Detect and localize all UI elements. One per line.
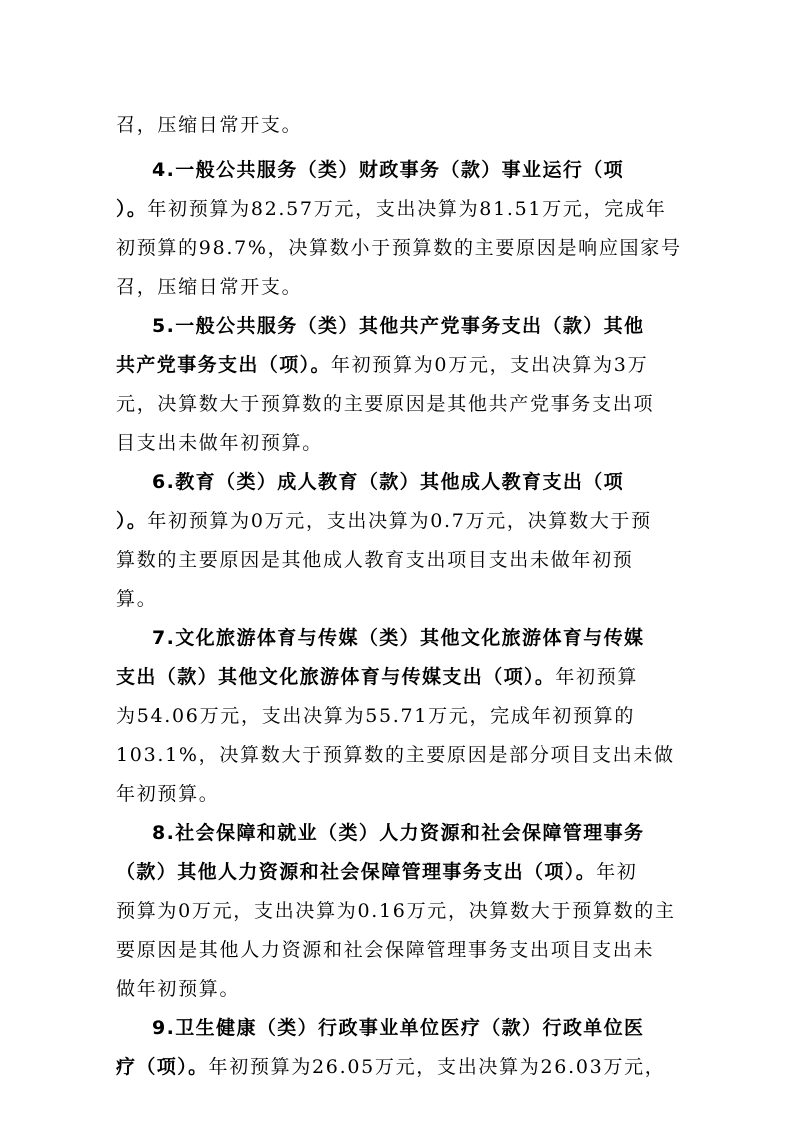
paragraph-line: 算。 [116, 588, 158, 610]
paragraph-line: 为54.06万元，支出决算为55.71万元，完成年初预算的 [116, 705, 636, 727]
paragraph-line: ）。年初预算为0万元，支出决算为0.7万元，决算数大于预 [116, 510, 652, 532]
paragraph-line: 目支出未做年初预算。 [116, 432, 324, 454]
item-4-heading: 4.一般公共服务（类）财政事务（款）事业运行（项 [152, 159, 625, 181]
item-6-heading: 6.教育（类）成人教育（款）其他成人教育支出（项 [152, 471, 625, 493]
paragraph-line: 疗（项）。年初预算为26.05万元，支出决算为26.03万元， [116, 1056, 666, 1078]
paragraph-line: 共产党事务支出（项）。年初预算为0万元，支出决算为3万 [116, 354, 649, 376]
paragraph-line: 103.1%，决算数大于预算数的主要原因是部分项目支出未做 [116, 744, 675, 766]
paragraph-line: 召，压缩日常开支。 [116, 276, 303, 298]
paragraph-line: 做年初预算。 [116, 978, 241, 1000]
paragraph-line: 算数的主要原因是其他成人教育支出项目支出未做年初预 [116, 549, 634, 571]
paragraph-line: ）。年初预算为82.57万元，支出决算为81.51万元，完成年 [116, 198, 667, 220]
item-7-heading: 7.文化旅游体育与传媒（类）其他文化旅游体育与传媒 [152, 627, 645, 649]
item-5-heading: 5.一般公共服务（类）其他共产党事务支出（款）其他 [152, 315, 645, 337]
item-9-heading: 9.卫生健康（类）行政事业单位医疗（款）行政单位医 [152, 1017, 645, 1039]
paragraph-line: 初预算的98.7%，决算数小于预算数的主要原因是响应国家号 [116, 237, 682, 259]
paragraph-line: 年初预算。 [116, 783, 220, 805]
item-8-heading: 8.社会保障和就业（类）人力资源和社会保障管理事务 [152, 822, 645, 844]
paragraph-line: 元，决算数大于预算数的主要原因是其他共产党事务支出项 [116, 393, 655, 415]
paragraph-line: 召，压缩日常开支。 [116, 114, 303, 136]
paragraph-line: 支出（款）其他文化旅游体育与传媒支出（项）。年初预算 [116, 666, 639, 688]
paragraph-line: 预算为0万元，支出决算为0.16万元，决算数大于预算数的主 [116, 900, 676, 922]
paragraph-line: 要原因是其他人力资源和社会保障管理事务支出项目支出未 [116, 939, 655, 961]
paragraph-line: （款）其他人力资源和社会保障管理事务支出（项）。年初 [116, 861, 638, 883]
